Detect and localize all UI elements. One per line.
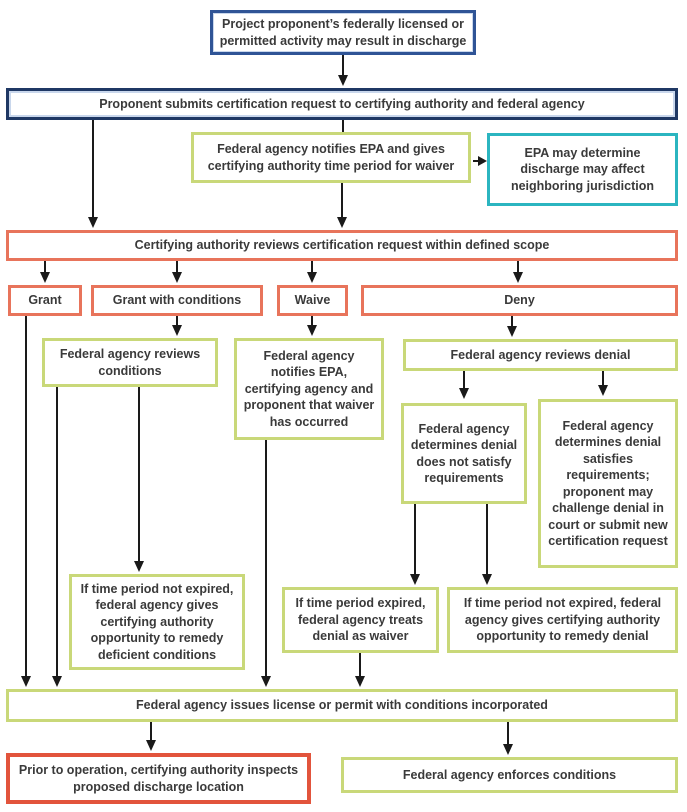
arrowhead-icon: [261, 676, 271, 687]
arrowhead-icon: [459, 388, 469, 399]
node-denial-not-satisfy: Federal agency determines denial does not satisfy requirements: [401, 403, 527, 504]
arrow-issues-to-inspects: [150, 722, 152, 740]
arrowhead-icon: [410, 574, 420, 585]
arrow-to-deny: [517, 261, 519, 272]
arrow-waive-to-notifies: [311, 316, 313, 325]
arrowhead-icon: [355, 676, 365, 687]
node-reviews-conditions: Federal agency reviews conditions: [42, 338, 218, 387]
node-denial-satisfies: Federal agency determines denial satisfies requirements; proponent may challenge denial in court or submit new certification request: [538, 399, 678, 568]
node-submit-request: Proponent submits certification request to certifying authority and federal agency: [6, 88, 678, 120]
node-deny: Deny: [361, 285, 678, 316]
node-agency-notifies-epa: Federal agency notifies EPA and gives certifying authority time period for waiver: [191, 132, 471, 183]
arrowhead-icon: [172, 272, 182, 283]
node-epa-determine: EPA may determine discharge may affect neighboring jurisdiction: [487, 133, 678, 206]
arrowhead-icon: [172, 325, 182, 336]
arrow-gwc-to-reviews-conditions: [176, 316, 178, 325]
arrow-issues-to-enforces: [507, 722, 509, 744]
arrowhead-icon: [482, 574, 492, 585]
arrowhead-icon: [40, 272, 50, 283]
arrow-project-to-submit: [342, 55, 344, 75]
arrow-conditions-to-remedy: [138, 387, 140, 561]
node-inspects-location: Prior to operation, certifying authority inspects proposed discharge location: [6, 753, 311, 804]
arrow-to-grant-conditions: [176, 261, 178, 272]
node-grant: Grant: [8, 285, 82, 316]
arrowhead-icon: [146, 740, 156, 751]
arrowhead-icon: [503, 744, 513, 755]
arrowhead-icon: [513, 272, 523, 283]
arrow-notsatisfy-to-treats: [414, 504, 416, 574]
arrowhead-icon: [337, 217, 347, 228]
arrowhead-icon: [338, 75, 348, 86]
node-grant-with-conditions: Grant with conditions: [91, 285, 263, 316]
arrowhead-icon: [134, 561, 144, 572]
arrowhead-icon: [507, 326, 517, 337]
node-enforces-conditions: Federal agency enforces conditions: [341, 757, 678, 793]
arrow-to-waive: [311, 261, 313, 272]
node-issues-license: Federal agency issues license or permit with conditions incorporated: [6, 689, 678, 722]
arrowhead-icon: [88, 217, 98, 228]
node-waive: Waive: [277, 285, 348, 316]
node-remedy-deficient: If time period not expired, federal agency gives certifying authority opportunity to remedy deficient conditions: [69, 574, 245, 670]
arrowhead-icon: [21, 676, 31, 687]
arrow-grant-to-issues: [25, 316, 27, 676]
arrowhead-icon: [478, 156, 487, 166]
arrow-submit-to-reviews: [92, 120, 94, 217]
node-reviews-denial: Federal agency reviews denial: [403, 339, 678, 371]
link-submit-to-notifies: [342, 120, 344, 132]
arrow-treats-to-issues: [359, 653, 361, 676]
node-treats-waiver: If time period expired, federal agency treats denial as waiver: [282, 587, 439, 653]
node-remedy-denial: If time period not expired, federal agency gives certifying authority opportunity to remedy denial: [447, 587, 678, 653]
arrowhead-icon: [598, 385, 608, 396]
node-authority-reviews: Certifying authority reviews certification request within defined scope: [6, 230, 678, 261]
arrow-notifies-to-reviews: [341, 183, 343, 217]
node-notifies-waiver: Federal agency notifies EPA, certifying agency and proponent that waiver has occurred: [234, 338, 384, 440]
node-project-activity: Project proponent’s federally licensed or permitted activity may result in discharge: [210, 10, 476, 55]
arrow-denial-to-satisfies: [602, 371, 604, 385]
arrow-waiver-to-issues: [265, 440, 267, 676]
arrow-denial-to-not-satisfy: [463, 371, 465, 388]
arrowhead-icon: [307, 325, 317, 336]
arrow-deny-to-reviews-denial: [511, 316, 513, 326]
arrow-to-grant: [44, 261, 46, 272]
arrow-conditions-to-issues: [56, 387, 58, 676]
arrowhead-icon: [52, 676, 62, 687]
arrow-notsatisfy-to-remedy-denial: [486, 504, 488, 574]
arrowhead-icon: [307, 272, 317, 283]
